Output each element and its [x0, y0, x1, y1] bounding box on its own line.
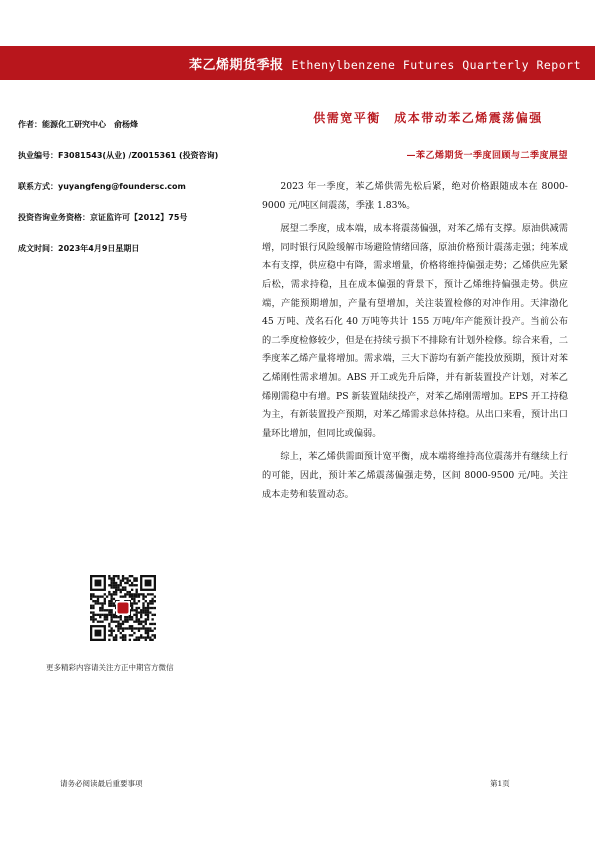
meta-license-value: F3081543(从业) /Z0015361 (投资咨询) — [58, 151, 219, 160]
main-content — [262, 108, 580, 500]
meta-license — [18, 149, 248, 180]
paragraph-review: 2023 年一季度，苯乙烯供需先松后紧，绝对价格跟随成本在 8000-9000 元/吨区间震荡，季涨 1.83%。 — [262, 181, 568, 211]
report-title — [189, 54, 581, 73]
meta-author — [18, 118, 248, 149]
meta-date — [18, 242, 248, 273]
meta-qualification-value: 京证监许可【2012】75号 — [90, 213, 188, 222]
footer-page-number: 第1页 — [490, 779, 510, 788]
meta-author-label: 作者： — [18, 120, 42, 129]
meta-date-label: 成文时间： — [18, 244, 58, 253]
meta-license-label: 执业编号： — [18, 151, 58, 160]
report-title-en: Ethenylbenzene Futures Quarterly Report — [291, 58, 581, 72]
meta-author-value: 能源化工研究中心 俞杨烽 — [42, 120, 138, 129]
main-subtitle: —苯乙烯期货一季度回顾与二季度展望 — [406, 151, 568, 161]
header-band — [0, 46, 595, 80]
summary-text — [262, 178, 568, 509]
footer-disclaimer[interactable]: 请务必阅读最后重要事项 — [60, 779, 143, 788]
meta-date-value: 2023年4月9日星期日 — [58, 244, 140, 253]
author-sidebar — [18, 118, 248, 273]
paragraph-conclusion: 综上，苯乙烯供需面预计宽平衡，成本端将维持高位震荡并有继续上行的可能，因此，预计苯乙烯震荡偏强走势，区间 8000-9500 元/吨。关注成本走势和装置动态。 — [262, 451, 568, 500]
meta-qualification — [18, 211, 248, 242]
main-title: 供需宽平衡 成本带动苯乙烯震荡偏强 — [313, 111, 543, 125]
meta-contact-value[interactable]: yuyangfeng@foundersc.com — [58, 182, 186, 191]
report-title-cn: 苯乙烯期货季报 — [188, 58, 284, 73]
meta-contact — [18, 180, 248, 211]
meta-qualification-label: 投资咨询业务资格： — [18, 213, 90, 222]
paragraph-outlook: 展望二季度，成本端，成本将震荡偏强，对苯乙烯有支撑。原油供减需增，同时银行风险缓解市场避险情绪回落，原油价格预计震荡走强；纯苯成本有支撑，供应稳中有降，需求增量，价格将维持偏强走势；乙烯供应先紧后松，需求持稳，且在成本偏强的背景下，预计乙烯维持偏强走势。供应端，产能预期增加，产量有望增加，关注装置检修的对冲作用。天津渤化 45 万吨、茂名石化 40 万吨等共计 155 万吨/年产能预计投产。当前公布的二季度检修较少，但是在持续亏损下不排除有计划外检修。综合来看，二季度苯乙烯产量将增加。需求端，三大下游均有新产能投放预期，预计对苯乙烯刚性需求增加。ABS 开工或先升后降，并有新装置投产计划，对苯乙烯刚需稳中有增。PS 新装置陆续投产，对苯乙烯刚需增加。EPS 开工持稳为主，有新装置投产预期，对苯乙烯需求总体持稳。从出口来看，预计出口量环比增加，但同比或偏弱。 — [262, 223, 568, 439]
qr-caption: 更多精彩内容请关注方正中期官方微信 — [46, 663, 174, 672]
qr-code-icon — [90, 575, 156, 641]
meta-contact-label: 联系方式： — [18, 182, 58, 191]
